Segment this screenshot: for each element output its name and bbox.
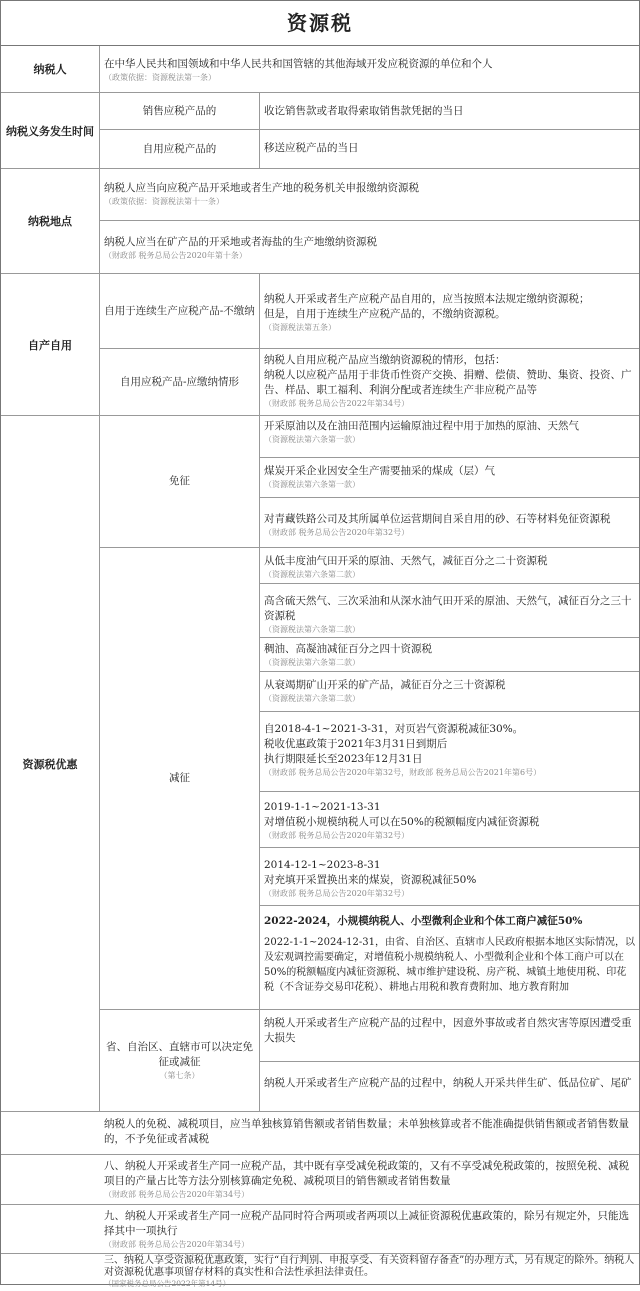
selfuse-k2: 自用应税产品-应缴纳情形	[100, 349, 260, 415]
reduce-item-6-note: （财政部 税务总局公告2020年第32号）	[264, 831, 410, 840]
reduce-item-3	[260, 638, 639, 672]
selfuse-row	[1, 274, 639, 416]
exempt-item-1-note: （资源税法第六条第一款）	[264, 435, 360, 444]
reduce-item-7-line1: 2014-12-1~2023-8-31	[264, 859, 381, 871]
selfuse-v2-line1: 纳税人自用应税产品应当缴纳资源税的情形，包括：	[264, 354, 506, 366]
reduce-item-5-line2: 税收优惠政策于2021年3月31日到期后	[264, 738, 448, 750]
reduce-item-4-note: （资源税法第六条第二款）	[264, 694, 360, 703]
reduce-item-1-note: （资源税法第六条第二款）	[264, 570, 360, 579]
province-note: （第七条）	[159, 1071, 200, 1080]
pref-row	[1, 416, 639, 1112]
note-4	[100, 1254, 639, 1291]
place-item-2-note: （财政部 税务总局公告2020年第十条）	[104, 251, 247, 260]
time-k2: 自用应税产品的	[100, 130, 260, 168]
reduce-item-6-line1: 2019-1-1~2021-13-31	[264, 801, 381, 813]
selfuse-label: 自产自用	[1, 274, 100, 415]
place-item-1	[100, 169, 639, 221]
note-1-text: 纳税人的免税、减税项目，应当单独核算销售额或者销售数量；未单独核算或者不能准确提供销售额或者销售数量的，不予免征或者减税	[104, 1118, 629, 1145]
reduce-item-7-note: （财政部 税务总局公告2020年第32号）	[264, 889, 410, 898]
reduce-item-3-text: 稠油、高凝油减征百分之四十资源税	[264, 643, 432, 655]
taxpayer-row	[1, 46, 639, 93]
selfuse-v1	[260, 274, 639, 349]
exempt-item-2-note: （资源税法第六条第一款）	[264, 480, 360, 489]
reduce-item-2-text: 高含硫天然气、三次采油和从深水油气田开采的原油、天然气，减征百分之三十资源税	[264, 595, 632, 622]
note-3-note: （财政部 税务总局公告2020年第34号）	[104, 1240, 250, 1249]
place-label: 纳税地点	[1, 169, 100, 273]
note-2-text: 八、纳税人开采或者生产同一应税产品，其中既有享受减免税政策的，又有不享受减免税政策的，按照免税、减税项目的产量占比等方法分别核算确定免税、减税项目的销售额或者销售数量	[104, 1160, 629, 1187]
place-item-2-text: 纳税人应当在矿产品的开采地或者海盐的生产地缴纳资源税	[104, 236, 377, 248]
exempt-item-2-text: 煤炭开采企业因安全生产需要抽采的煤成（层）气	[264, 465, 495, 477]
note-3	[100, 1205, 639, 1253]
province-item-2: 纳税人开采或者生产应税产品的过程中，纳税人开采共伴生矿、低品位矿、尾矿	[264, 1077, 632, 1089]
reduce-item-7	[260, 848, 639, 906]
note-2-note: （财政部 税务总局公告2020年第34号）	[104, 1190, 250, 1199]
taxpayer-label: 纳税人	[1, 46, 100, 92]
exempt-item-1	[260, 416, 639, 458]
reduce-item-2-note: （资源税法第六条第二款）	[264, 625, 360, 634]
reduce-item-5-line1: 自2018-4-1~2021-3-31，对页岩气资源税减征30%。	[264, 723, 524, 735]
reduce-item-6-line2: 对增值税小规模纳税人可以在50%的税额幅度内减征资源税	[264, 816, 540, 828]
reduce-item-7-line2: 对充填开采置换出来的煤炭，资源税减征50%	[264, 874, 477, 886]
exempt-item-2	[260, 458, 639, 498]
selfuse-k1: 自用于连续生产应税产品-不缴纳	[100, 274, 260, 349]
reduce-item-8-heading: 2022-2024，小规模纳税人、小型微利企业和个体工商户减征50%	[264, 915, 583, 927]
selfuse-v2-line2: 纳税人以应税产品用于非货币性资产交换、捐赠、偿债、赞助、集资、投资、广告、样品、职工福利、利润分配或者连续生产非应税产品等	[264, 369, 632, 396]
selfuse-v1-line1: 纳税人开采或者生产应税产品自用的，应当按照本法规定缴纳资源税；	[264, 293, 590, 305]
pref-label: 资源税优惠	[1, 416, 100, 1111]
reduce-label: 减征	[100, 548, 260, 1010]
page-title: 资源税	[1, 1, 639, 46]
time-v1: 收讫销售款或者取得索取销售款凭据的当日	[260, 93, 639, 130]
exempt-label: 免征	[100, 416, 260, 548]
place-row	[1, 169, 639, 274]
note-2	[100, 1155, 639, 1203]
province-item-1: 纳税人开采或者生产应税产品的过程中，因意外事故或者自然灾害等原因遭受重大损失	[260, 1010, 639, 1062]
reduce-item-5-line3: 执行期限延长至2023年12月31日	[264, 753, 423, 765]
reduce-item-3-note: （资源税法第六条第二款）	[264, 658, 360, 667]
province-label-cell	[100, 1010, 260, 1111]
reduce-item-8-text: 2022-1-1~2024-12-31，由省、自治区、直辖市人民政府根据本地区实际情况，以及宏观调控需要确定，对增值税小规模纳税人、小型微利企业和个体工商户可以在50%的税额幅度内减征资源税、城市维护建设税、房产税、城镇土地使用税、印花税（不含证券交易印花税）、耕地占用税和教育费附加、地方教育附加	[264, 937, 635, 993]
reduce-item-1-text: 从低丰度油气田开采的原油、天然气，减征百分之二十资源税	[264, 555, 548, 567]
selfuse-v2	[260, 349, 639, 415]
note-3-text: 九、纳税人开采或者生产同一应税产品同时符合两项或者两项以上减征资源税优惠政策的，除另有规定外，只能选择其中一项执行	[104, 1210, 629, 1237]
place-item-2	[100, 221, 639, 273]
note-4-note: （国家税务总局公告2022年第14号）	[104, 1279, 231, 1288]
note-row-1	[1, 1112, 639, 1155]
province-label: 省、自治区、直辖市可以决定免征或减征	[106, 1041, 253, 1068]
reduce-item-6	[260, 792, 639, 848]
exempt-item-3-note: （财政部 税务总局公告2020年第32号）	[264, 528, 410, 537]
place-item-1-note: （政策依据：资源税法第十一条）	[104, 197, 224, 206]
reduce-item-4	[260, 672, 639, 712]
exempt-item-1-text: 开采原油以及在油田范围内运输原油过程中用于加热的原油、天然气	[264, 420, 579, 432]
exempt-item-3	[260, 498, 639, 548]
reduce-item-1	[260, 548, 639, 584]
time-label: 纳税义务发生时间	[1, 93, 100, 168]
exempt-item-3-text: 对青藏铁路公司及其所属单位运营期间自采自用的砂、石等材料免征资源税	[264, 513, 611, 525]
selfuse-v1-note: （资源税法第五条）	[264, 323, 336, 332]
place-item-1-text: 纳税人应当向应税产品开采地或者生产地的税务机关申报缴纳资源税	[104, 182, 419, 194]
reduce-item-5	[260, 712, 639, 792]
time-v2: 移送应税产品的当日	[264, 142, 359, 154]
reduce-item-4-text: 从衰竭期矿山开采的矿产品，减征百分之三十资源税	[264, 679, 506, 691]
note-row-2	[1, 1155, 639, 1205]
taxpayer-text: 在中华人民共和国领域和中华人民共和国管辖的其他海域开发应税资源的单位和个人	[104, 58, 493, 70]
reduce-item-8	[260, 906, 639, 1010]
time-row	[1, 93, 639, 169]
taxpayer-text-cell	[100, 54, 639, 86]
note-row-3	[1, 1205, 639, 1254]
reduce-item-5-note: （财政部 税务总局公告2020年第32号，财政部 税务总局公告2021年第6号）	[264, 768, 542, 777]
note-4-text: 三、纳税人享受资源税优惠政策，实行“自行判别、申报享受、有关资料留存备查”的办理方式，另有规定的除外。纳税人对资源税优惠事项留存材料的真实性和合法性承担法律责任。	[104, 1255, 635, 1278]
time-k1: 销售应税产品的	[100, 93, 260, 130]
reduce-item-2	[260, 584, 639, 638]
selfuse-v2-note: （财政部 税务总局公告2022年第34号）	[264, 399, 410, 408]
taxpayer-note: （政策依据：资源税法第一条）	[104, 73, 216, 82]
selfuse-v1-line2: 但是，自用于连续生产应税产品的，不缴纳资源税。	[264, 308, 506, 320]
note-row-4	[1, 1254, 639, 1288]
